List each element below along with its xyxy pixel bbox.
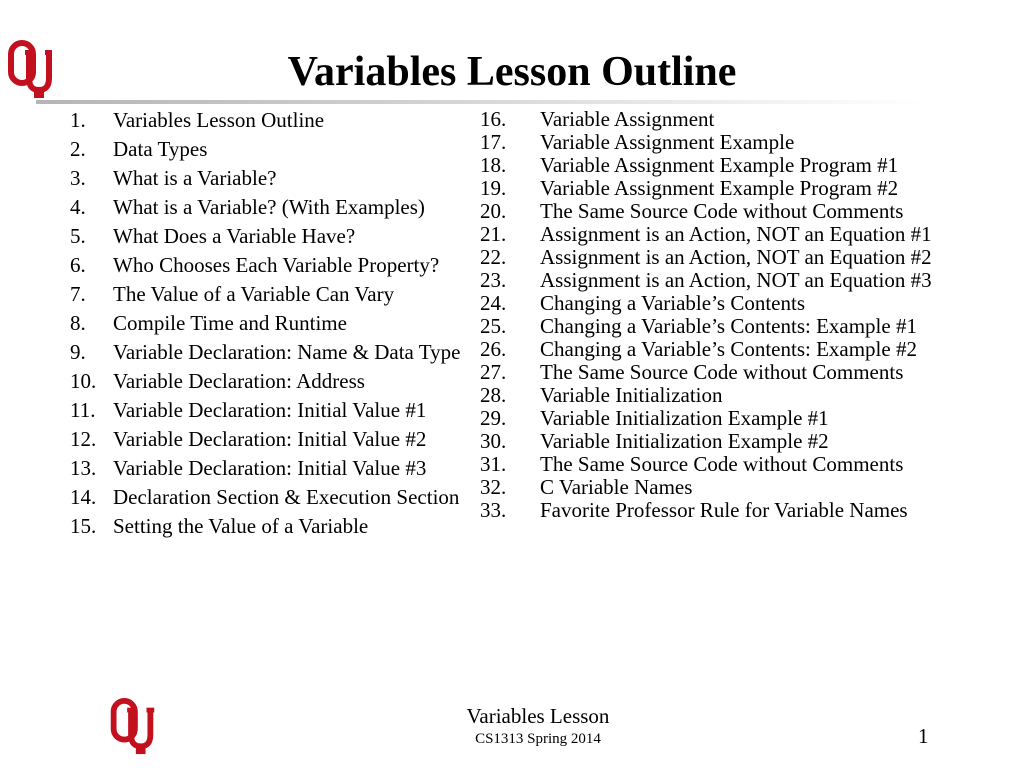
outline-item-text: Variable Declaration: Initial Value #2	[113, 427, 427, 451]
outline-item	[70, 428, 480, 451]
outline-item-text: Variable Assignment Example	[540, 130, 795, 154]
slide-title: Variables Lesson Outline	[287, 49, 737, 95]
outline-item-text: What is a Variable? (With Examples)	[113, 195, 425, 219]
outline-item	[480, 500, 1000, 520]
outline-item-number: 5.	[70, 224, 86, 248]
outline-item	[70, 254, 480, 277]
outline-item-number: 2.	[70, 137, 86, 161]
outline-item-text: Changing a Variable’s Contents	[540, 291, 805, 315]
outline-item-text: C Variable Names	[540, 475, 693, 499]
outline-item-text: Who Chooses Each Variable Property?	[113, 253, 440, 277]
outline-item-text: Variable Initialization Example #1	[540, 406, 829, 430]
outline-item	[480, 362, 1000, 382]
outline-item-number: 8.	[70, 311, 86, 335]
outline-item-number: 11.	[70, 398, 96, 422]
outline-item	[480, 201, 1000, 221]
outline-item-number: 20.	[480, 199, 507, 223]
outline-item-text: Assignment is an Action, NOT an Equation #1	[540, 222, 932, 246]
outline-item-text: What is a Variable?	[113, 166, 277, 190]
outline-item-number: 27.	[480, 360, 507, 384]
footer-course: CS1313 Spring 2014	[475, 731, 601, 747]
outline-item-number: 28.	[480, 383, 507, 407]
footer-lesson-title: Variables Lesson	[466, 704, 610, 728]
outline-item	[70, 515, 480, 538]
outline-item-text: Declaration Section & Execution Section	[113, 485, 460, 509]
outline-item	[70, 457, 480, 480]
outline-item	[480, 408, 1000, 428]
outline-item	[480, 247, 1000, 267]
outline-list-left	[70, 109, 480, 544]
outline-item	[70, 196, 480, 219]
outline-item	[480, 339, 1000, 359]
outline-item-text: Favorite Professor Rule for Variable Names	[540, 498, 908, 522]
outline-item	[480, 454, 1000, 474]
outline-item	[480, 385, 1000, 405]
outline-item-number: 31.	[480, 452, 507, 476]
outline-item	[70, 312, 480, 335]
outline-item-text: Variable Assignment Example Program #2	[540, 176, 899, 200]
outline-item-number: 18.	[480, 153, 507, 177]
outline-item	[70, 109, 480, 132]
outline-item-number: 33.	[480, 498, 507, 522]
outline-item	[480, 431, 1000, 451]
outline-item-number: 10.	[70, 369, 97, 393]
outline-item-text: The Same Source Code without Comments	[540, 452, 904, 476]
outline-item-number: 13.	[70, 456, 97, 480]
outline-item-number: 32.	[480, 475, 507, 499]
outline-item-text: Variables Lesson Outline	[113, 108, 325, 132]
outline-item-text: Setting the Value of a Variable	[113, 514, 369, 538]
outline-item-number: 24.	[480, 291, 507, 315]
outline-item-text: Variable Initialization Example #2	[540, 429, 829, 453]
ou-logo-bottom	[108, 698, 156, 756]
outline-item-text: The Same Source Code without Comments	[540, 360, 904, 384]
outline-item	[480, 270, 1000, 290]
outline-item-text: Data Types	[113, 137, 208, 161]
outline-item-text: What Does a Variable Have?	[113, 224, 356, 248]
outline-item-number: 7.	[70, 282, 86, 306]
outline-item	[70, 283, 480, 306]
outline-item	[70, 399, 480, 422]
outline-item-number: 26.	[480, 337, 507, 361]
outline-item-number: 6.	[70, 253, 86, 277]
outline-item-number: 16.	[480, 107, 507, 131]
outline-item-number: 22.	[480, 245, 507, 269]
outline-item-text: Changing a Variable’s Contents: Example #2	[540, 337, 917, 361]
outline-item-number: 23.	[480, 268, 507, 292]
outline-item-text: Variable Declaration: Initial Value #1	[113, 398, 427, 422]
outline-item-text: Assignment is an Action, NOT an Equation #2	[540, 245, 932, 269]
outline-item	[70, 370, 480, 393]
outline-item-text: The Value of a Variable Can Vary	[113, 282, 395, 306]
outline-item-text: Variable Initialization	[540, 383, 723, 407]
outline-item	[70, 138, 480, 161]
outline-item-number: 21.	[480, 222, 507, 246]
outline-item	[480, 132, 1000, 152]
outline-item	[480, 178, 1000, 198]
outline-item	[480, 316, 1000, 336]
outline-item-number: 25.	[480, 314, 507, 338]
outline-item-text: Variable Assignment Example Program #1	[540, 153, 899, 177]
outline-item-text: Compile Time and Runtime	[113, 311, 347, 335]
outline-item	[480, 224, 1000, 244]
outline-item-number: 30.	[480, 429, 507, 453]
outline-item	[70, 486, 480, 509]
outline-item-number: 17.	[480, 130, 507, 154]
outline-item-number: 14.	[70, 485, 97, 509]
outline-item	[480, 155, 1000, 175]
outline-item-number: 19.	[480, 176, 507, 200]
outline-item-text: Changing a Variable’s Contents: Example #1	[540, 314, 917, 338]
outline-item-number: 4.	[70, 195, 86, 219]
outline-item	[70, 341, 480, 364]
outline-item-text: Variable Declaration: Initial Value #3	[113, 456, 427, 480]
outline-item-text: Variable Assignment	[540, 107, 715, 131]
page-number: 1	[918, 724, 929, 748]
title-divider	[36, 100, 924, 104]
outline-item-number: 9.	[70, 340, 86, 364]
outline-item-number: 15.	[70, 514, 97, 538]
outline-item-number: 29.	[480, 406, 507, 430]
outline-item-number: 1.	[70, 108, 86, 132]
outline-item-text: Variable Declaration: Address	[113, 369, 365, 393]
outline-item	[70, 167, 480, 190]
outline-item	[480, 293, 1000, 313]
outline-list-right	[480, 109, 1000, 523]
outline-item-text: Assignment is an Action, NOT an Equation #3	[540, 268, 932, 292]
outline-item	[70, 225, 480, 248]
outline-item-number: 3.	[70, 166, 86, 190]
outline-item	[480, 109, 1000, 129]
outline-item-text: The Same Source Code without Comments	[540, 199, 904, 223]
outline-item-number: 12.	[70, 427, 97, 451]
outline-item	[480, 477, 1000, 497]
outline-item-text: Variable Declaration: Name & Data Type	[113, 340, 461, 364]
